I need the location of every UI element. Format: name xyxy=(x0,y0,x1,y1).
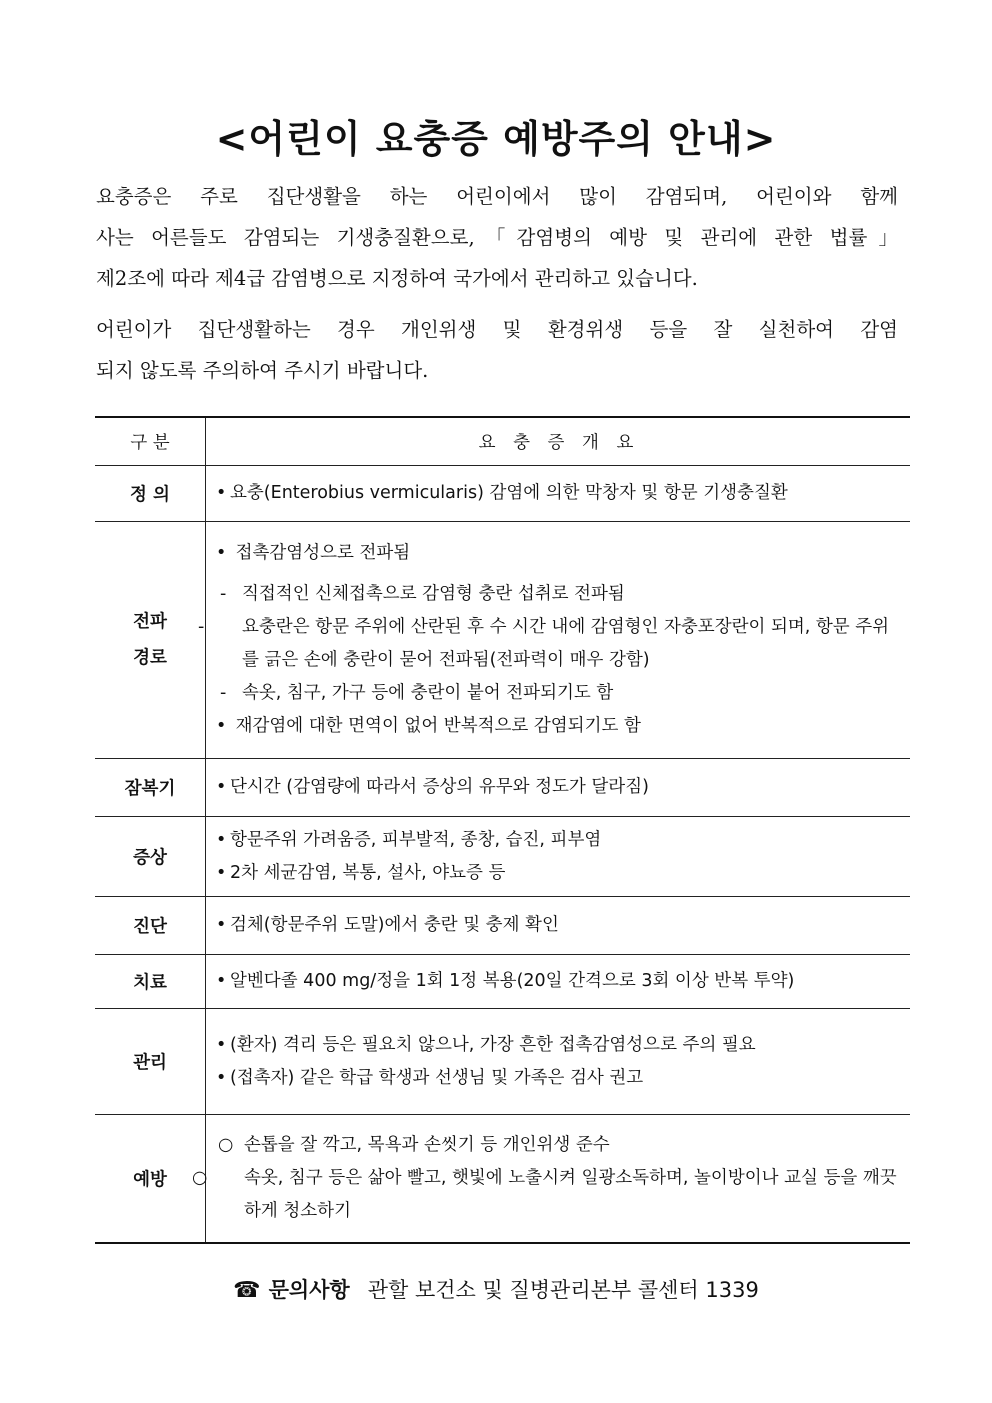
row-body xyxy=(192,1115,911,1243)
intro-line: 되지 않도록 주의하여 주시기 바랍니다. xyxy=(96,359,429,382)
bullet-item: • 접촉감염성으로 전파됨 xyxy=(216,537,902,570)
page-title: <어린이 요충증 예방주의 안내> xyxy=(215,117,777,161)
bullet-item: • 알벤다졸 400 mg/정을 1회 1정 복용(20일 간격으로 3회 이상 반복 투약) xyxy=(216,965,902,998)
circle-icon: ○ xyxy=(192,1167,208,1188)
row-label: 진단 xyxy=(95,897,206,955)
row-label: 정 의 xyxy=(95,466,206,522)
table-row-definition xyxy=(95,466,910,522)
row-label: 관리 xyxy=(95,1009,206,1115)
intro-paragraph-2 xyxy=(96,309,898,391)
bullet-icon: • xyxy=(216,543,227,563)
contact-label: 문의사항 xyxy=(268,1278,350,1302)
row-label: 전파 경로 xyxy=(95,522,206,759)
overview-table xyxy=(95,416,910,1244)
sub-item: - 요충란은 항문 주위에 산란된 후 수 시간 내에 감염형인 자충포장란이 되며, 항문 주위를 긁은 손에 충란이 묻어 전파됨(전파력이 매우 강함) xyxy=(216,611,902,677)
bullet-item: • 요충(Enterobius vermicularis) 감염에 의한 막창자 및 항문 기생충질환 xyxy=(216,477,902,510)
intro-line: 사는 어른들도 감염되는 기생충질환으로,「감염병의 예방 및 관리에 관한 법률」 xyxy=(96,226,898,249)
dash-icon: - xyxy=(220,584,227,604)
bullet-item: • 재감염에 대한 면역이 없어 반복적으로 감염되기도 함 xyxy=(216,710,902,743)
intro-line: 요충증은 주로 집단생활을 하는 어린이에서 많이 감염되며, 어린이와 함께 xyxy=(96,185,898,208)
table-row-incubation xyxy=(95,759,910,817)
row-label: 잠복기 xyxy=(95,759,206,817)
table-row-diagnosis xyxy=(95,897,910,955)
contact-text: 관할 보건소 및 질병관리본부 콜센터 1339 xyxy=(367,1278,759,1302)
bullet-icon: • xyxy=(216,829,227,850)
bullet-item: • 2차 세균감염, 복통, 설사, 야뇨증 등 xyxy=(216,857,902,890)
row-body xyxy=(206,817,911,897)
row-body xyxy=(206,466,911,522)
sub-item: - 속옷, 침구, 가구 등에 충란이 붙어 전파되기도 함 xyxy=(216,677,902,710)
bullet-icon: • xyxy=(216,862,227,883)
row-body xyxy=(206,955,911,1009)
phone-icon: ☎ xyxy=(233,1278,261,1303)
table-row-transmission xyxy=(95,522,910,759)
row-label: 예방 xyxy=(95,1115,206,1243)
bullet-icon: • xyxy=(216,777,227,797)
intro-paragraph-1 xyxy=(96,176,898,299)
bullet-icon: • xyxy=(216,1034,227,1055)
bullet-icon: • xyxy=(216,483,227,503)
table-header-row xyxy=(95,417,910,466)
row-body xyxy=(206,897,911,955)
header-category: 구 분 xyxy=(95,417,206,466)
table-row-management xyxy=(95,1009,910,1115)
dash-icon: - xyxy=(198,617,205,637)
sub-item: - 직접적인 신체접촉으로 감염형 충란 섭취로 전파됨 xyxy=(216,578,902,611)
table-row-prevention xyxy=(95,1115,910,1243)
bullet-icon: • xyxy=(216,915,227,935)
header-overview: 요 충 증 개 요 xyxy=(206,417,911,466)
bullet-item: • 항문주위 가려움증, 피부발적, 종창, 습진, 피부염 xyxy=(216,824,902,857)
bullet-item: • 단시간 (감염량에 따라서 증상의 유무와 정도가 달라짐) xyxy=(216,771,902,804)
table-row-symptoms xyxy=(95,817,910,897)
row-body xyxy=(206,759,911,817)
intro-line: 제2조에 따라 제4급 감염병으로 지정하여 국가에서 관리하고 있습니다. xyxy=(96,267,698,290)
circle-icon: ○ xyxy=(218,1134,234,1155)
intro-line: 어린이가 집단생활하는 경우 개인위생 및 환경위생 등을 잘 실천하여 감염 xyxy=(96,318,898,341)
table-row-treatment xyxy=(95,955,910,1009)
row-label: 증상 xyxy=(95,817,206,897)
bullet-item: • (환자) 격리 등은 필요치 않으나, 가장 흔한 접촉감염성으로 주의 필요 xyxy=(216,1029,902,1062)
row-body xyxy=(198,522,911,759)
bullet-icon: • xyxy=(216,1067,227,1088)
bullet-icon: • xyxy=(216,971,227,991)
bullet-item: • 검체(항문주위 도말)에서 충란 및 충제 확인 xyxy=(216,909,902,942)
row-body xyxy=(206,1009,911,1115)
row-label: 치료 xyxy=(95,955,206,1009)
circle-item: ○ 손톱을 잘 깍고, 목욕과 손씻기 등 개인위생 준수 xyxy=(216,1129,902,1162)
dash-icon: - xyxy=(220,683,227,703)
circle-item: ○ 속옷, 침구 등은 삶아 빨고, 햇빛에 노출시켜 일광소독하며, 놀이방이나 교실 등을 깨끗하게 청소하기 xyxy=(216,1162,902,1228)
bullet-icon: • xyxy=(216,716,227,736)
bullet-item: • (접촉자) 같은 학급 학생과 선생님 및 가족은 검사 권고 xyxy=(216,1062,902,1095)
contact-footer xyxy=(0,1274,992,1304)
